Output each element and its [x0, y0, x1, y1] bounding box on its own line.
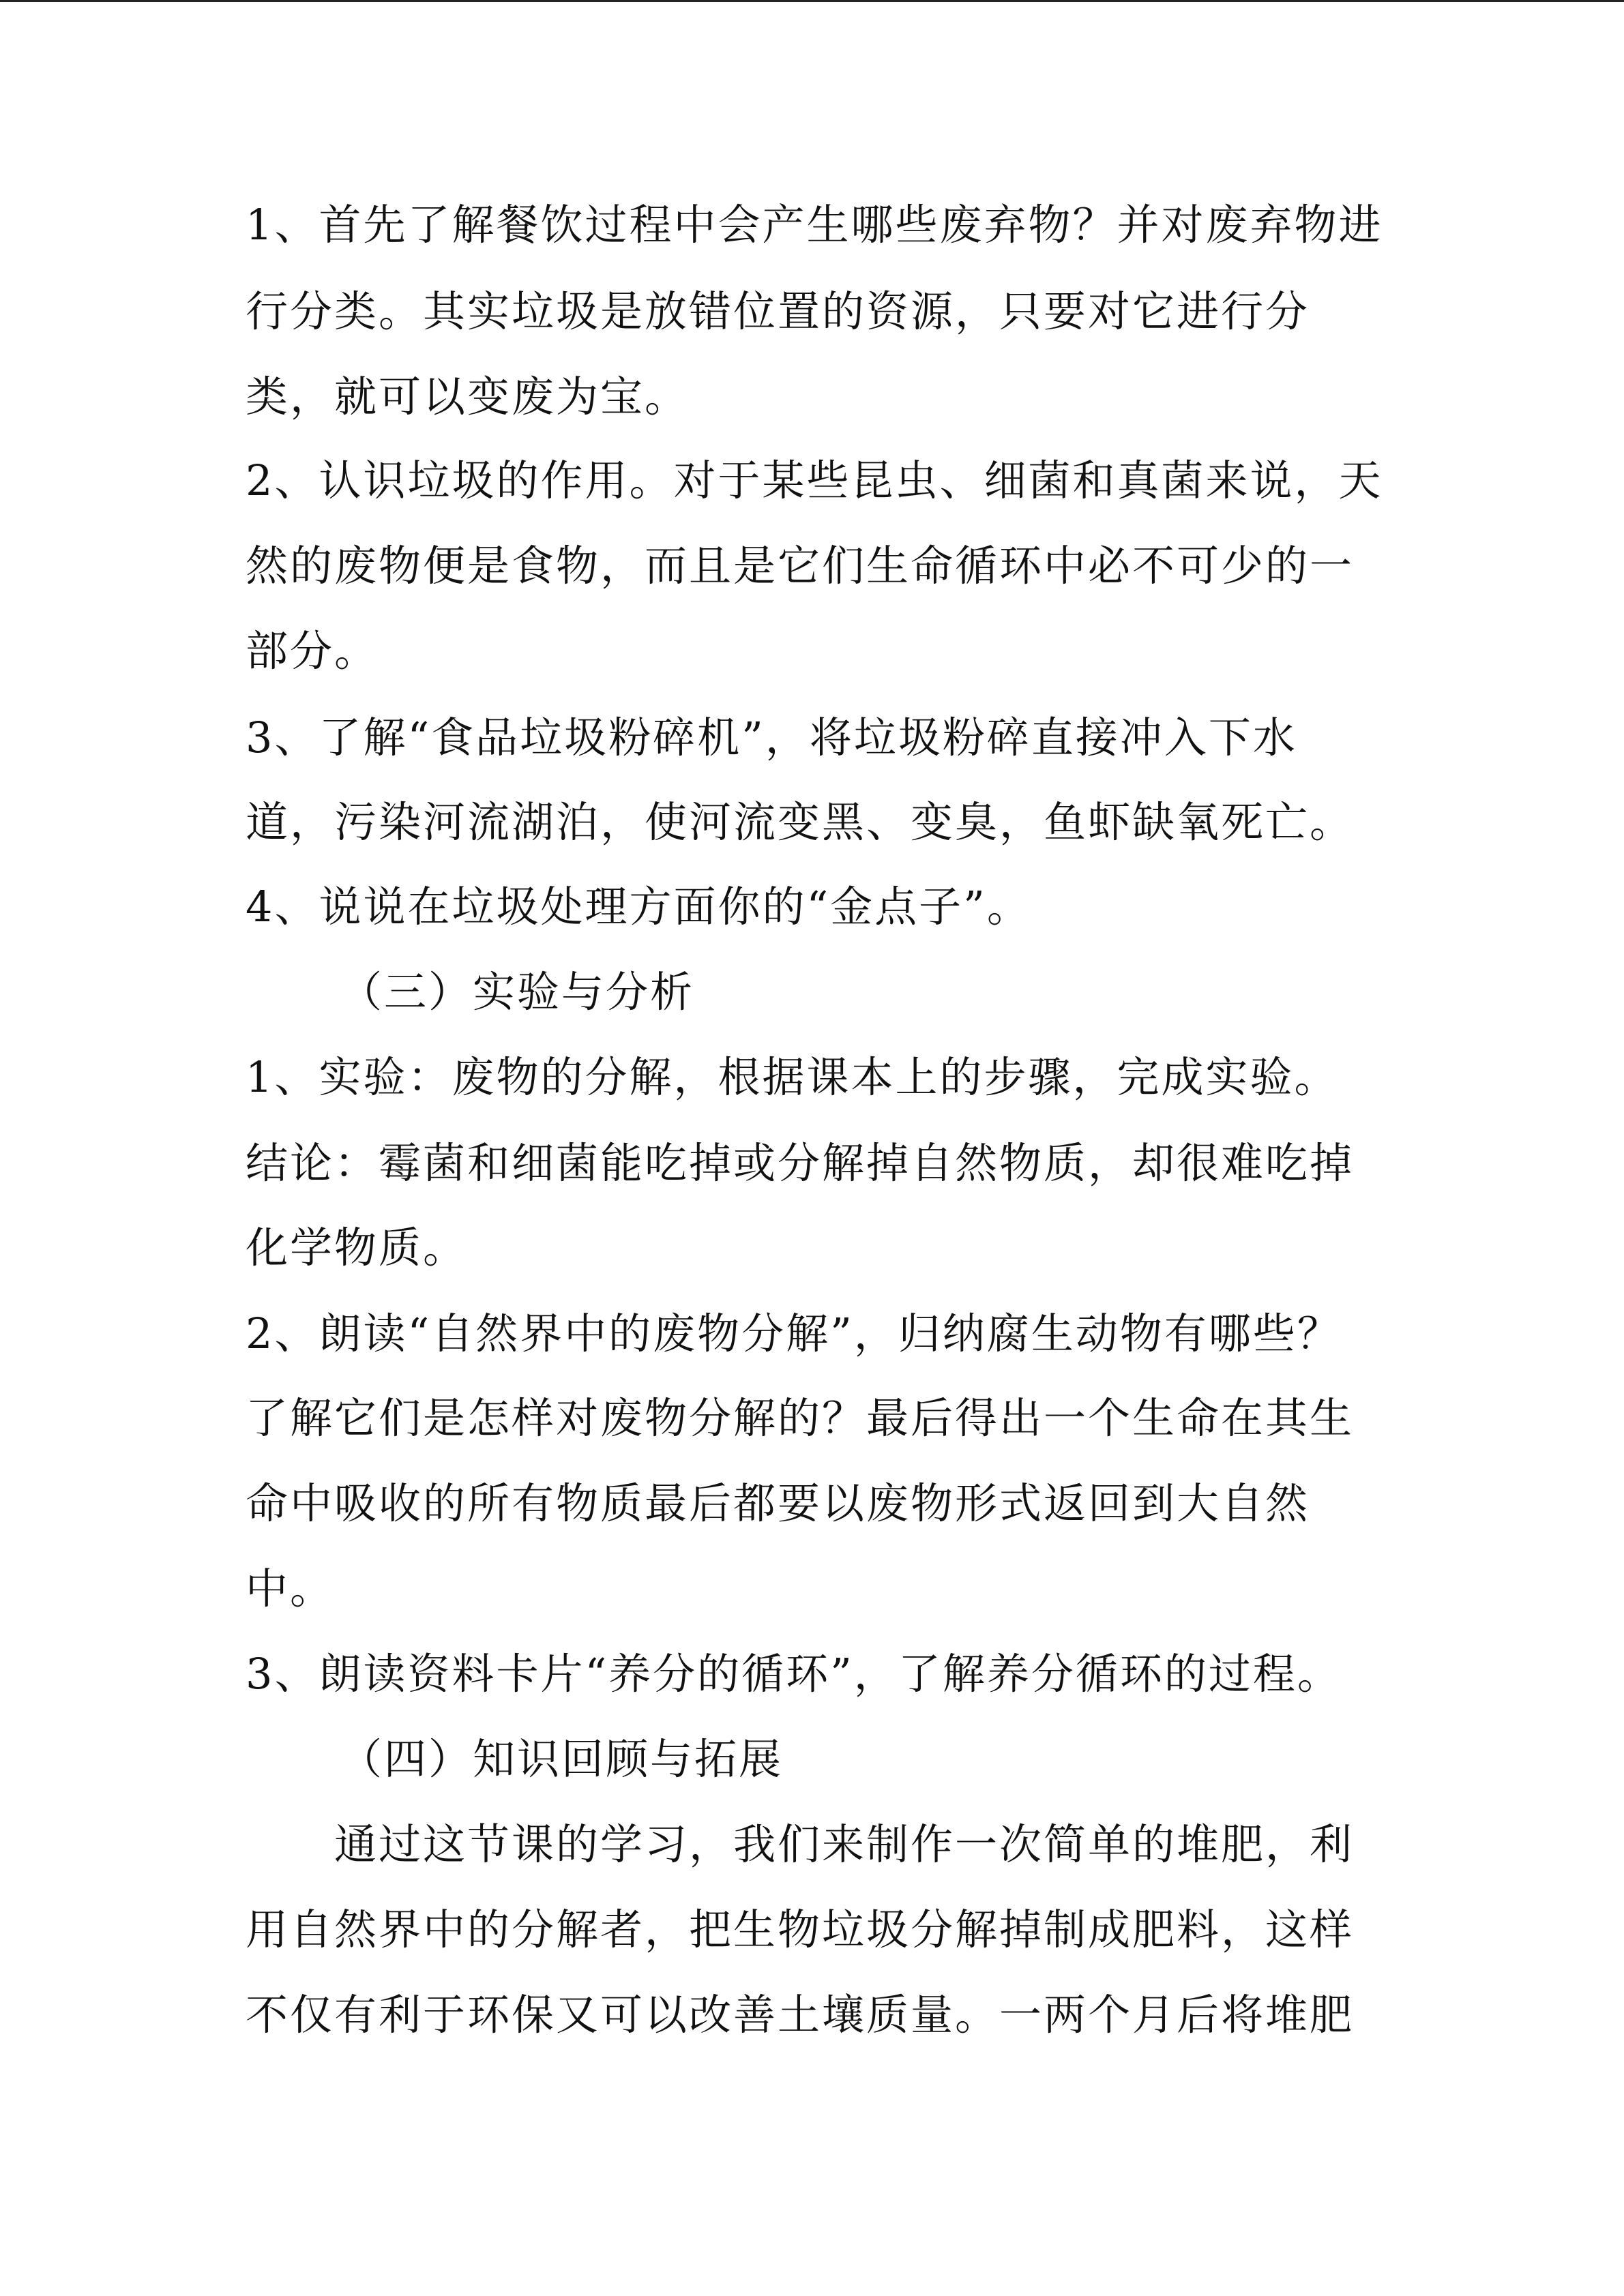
paragraph-first-line: 通过这节课的学习，我们来制作一次简单的堆肥，利: [334, 1819, 1355, 1869]
text-line: 行分类。其实垃圾是放错位置的资源，只要对它进行分: [246, 286, 1310, 336]
text-line: 然的废物便是食物，而且是它们生命循环中必不可少的一: [246, 541, 1355, 591]
text-line: 2、朗读“自然界中的废物分解”，归纳腐生动物有哪些？: [246, 1309, 1342, 1358]
text-line: 中。: [246, 1564, 335, 1613]
text-line: 命中吸收的所有物质最后都要以废物形式返回到大自然: [246, 1478, 1310, 1528]
text-line: 4、说说在垃圾处理方面你的“金点子”。: [246, 882, 1031, 931]
text-line: 结论：霉菌和细菌能吃掉或分解掉自然物质，却很难吃掉: [246, 1138, 1355, 1188]
text-line: 1、实验：废物的分解，根据课本上的步骤，完成实验。: [246, 1052, 1339, 1102]
section-heading-3: （三）实验与分析: [340, 967, 695, 1017]
text-line: 了解它们是怎样对废物分解的？最后得出一个生命在其生: [246, 1393, 1355, 1443]
text-line: 化学物质。: [246, 1223, 468, 1272]
text-line: 2、认识垃圾的作用。对于某些昆虫、细菌和真菌来说，天: [246, 456, 1383, 505]
text-line: 3、朗读资料卡片“养分的循环”，了解养分循环的过程。: [246, 1649, 1342, 1699]
text-line: 类，就可以变废为宝。: [246, 372, 690, 421]
text-line: 部分。: [246, 626, 379, 676]
text-line: 用自然界中的分解者，把生物垃圾分解掉制成肥料，这样: [246, 1905, 1355, 1954]
text-line: 3、了解“食品垃圾粉碎机”，将垃圾粉碎直接冲入下水: [246, 713, 1297, 762]
text-line: 道，污染河流湖泊，使河流变黑、变臭，鱼虾缺氧死亡。: [246, 797, 1355, 847]
text-line: 1、首先了解餐饮过程中会产生哪些废弃物？并对废弃物进: [246, 200, 1383, 250]
section-heading-4: （四）知识回顾与拓展: [340, 1734, 784, 1784]
top-border-line: [0, 0, 1624, 2]
text-line: 不仅有利于环保又可以改善土壤质量。一两个月后将堆肥: [246, 1990, 1355, 2040]
